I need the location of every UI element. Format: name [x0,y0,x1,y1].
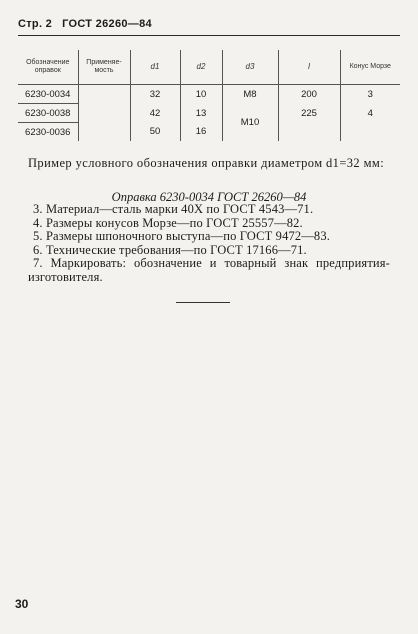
note-item: 3. Материал—сталь марки 40Х по ГОСТ 4543—71. [33,202,314,216]
note-item: 5. Размеры шпоночного выступа—по ГОСТ 9472—83. [33,229,331,243]
cell-d3: M10 [222,104,278,142]
cell-d1: 42 [130,104,180,123]
header-rule [18,35,400,36]
col-header-applicability: Применяе-мость [78,50,130,85]
page-number: 30 [15,597,29,611]
page-header [18,18,152,30]
example-designation: Оправка 6230-0034 ГОСТ 26260—84 [111,190,307,204]
note-item: 7. Маркировать: обозначение и товарный знак предприятия-изготовителя. [28,256,390,284]
cell-d2: 13 [180,104,222,123]
table-row [18,104,400,123]
table-row [18,123,400,142]
col-header-morse: Конус Морзе [340,50,400,85]
standard-code: ГОСТ 26260—84 [62,18,152,30]
col-header-designation: Обозначение оправок [18,50,78,85]
cell-d2: 16 [180,123,222,142]
cell-morse: 4 [340,104,400,123]
table-row [18,85,400,104]
col-header-d1: d1 [130,50,180,85]
col-header-d2: d2 [180,50,222,85]
cell-designation: 6230-0036 [18,123,78,142]
example-text: Пример условного обозначения оправки диаметром d1=32 мм: [28,156,385,170]
col-header-l: l [278,50,340,85]
cell-morse-empty [340,123,400,142]
spec-table [18,50,400,141]
cell-applicability [78,85,130,142]
table-header-row [18,50,400,85]
cell-d2: 10 [180,85,222,104]
notes-list [28,203,390,284]
page-label: Стр. 2 [18,18,53,30]
cell-d1: 32 [130,85,180,104]
note-item: 6. Технические требования—по ГОСТ 17166—71. [33,242,307,257]
cell-morse: 3 [340,85,400,104]
end-rule [176,302,230,303]
cell-l: 200 [278,85,340,104]
cell-d1: 50 [130,123,180,142]
cell-designation: 6230-0034 [18,85,78,104]
col-header-d3: d3 [222,50,278,85]
cell-d3: M8 [222,85,278,104]
note-item: 4. Размеры конусов Морзе—по ГОСТ 25557—82. [33,215,303,230]
cell-l: 225 [278,104,340,123]
cell-designation: 6230-0038 [18,104,78,123]
cell-l-empty [278,123,340,142]
